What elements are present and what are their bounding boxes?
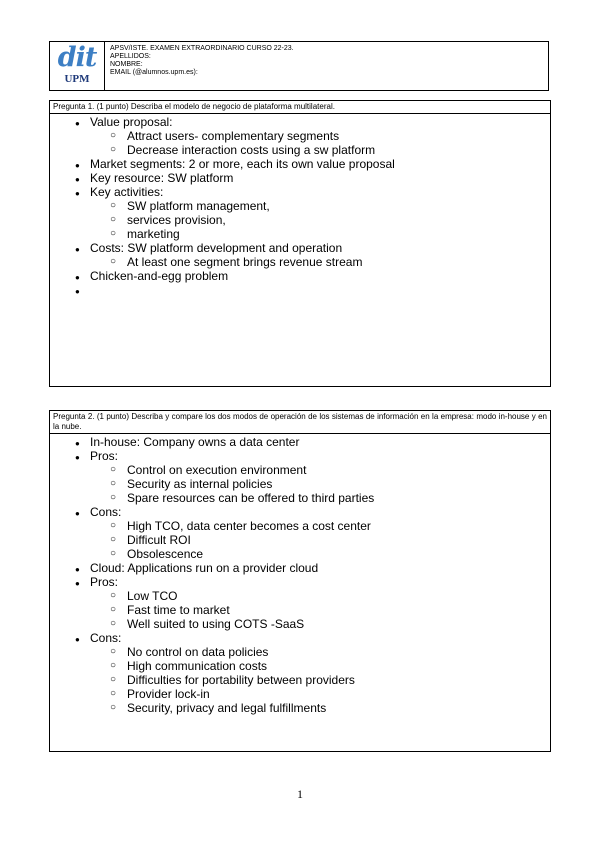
question-2-title: Pregunta 2. (1 punto) Describa y compare los dos modos de operación de los sistemas de información en la empresa: modo in-house y en la nube. [50, 411, 550, 434]
list-item [50, 255, 550, 269]
list-item-text: Difficulties for portability between providers [127, 673, 355, 687]
bullet-icon: ● [75, 287, 80, 296]
list-item [50, 533, 550, 547]
sub-bullet-icon: ○ [110, 478, 117, 489]
sub-bullet-icon: ○ [110, 520, 117, 531]
name-field: NOMBRE: [110, 61, 143, 68]
list-item-text: Chicken-and-egg problem [90, 269, 229, 283]
list-item [50, 449, 550, 463]
list-item [50, 283, 550, 297]
list-item [50, 143, 550, 157]
list-item-text: Cons: [90, 631, 122, 645]
list-item [50, 645, 550, 659]
bullet-icon: ● [75, 245, 80, 254]
sub-bullet-icon: ○ [110, 646, 117, 657]
sub-bullet-icon: ○ [110, 144, 117, 155]
logo-dit-text: dit [57, 42, 97, 73]
bullet-icon: ● [75, 439, 80, 448]
course-line: APSV/ISTE. EXAMEN EXTRAORDINARIO CURSO 22-23. [110, 45, 294, 52]
bullet-icon: ● [75, 635, 80, 644]
list-item-text: In-house: Company owns a data center [90, 435, 300, 449]
bullet-icon: ● [75, 119, 80, 128]
list-item-text: Security, privacy and legal fulfillments [127, 701, 327, 715]
sub-bullet-icon: ○ [110, 590, 117, 601]
list-item-text: Provider lock-in [127, 687, 210, 701]
list-item-text: Pros: [90, 449, 119, 463]
list-item-text: At least one segment brings revenue stream [127, 255, 363, 269]
bullet-icon: ● [75, 565, 80, 574]
list-item-text: Obsolescence [127, 547, 204, 561]
sub-bullet-icon: ○ [110, 228, 117, 239]
list-item-text: Spare resources can be offered to third parties [127, 491, 375, 505]
question-1-box [49, 100, 551, 387]
list-item [50, 185, 550, 199]
question-1-title: Pregunta 1. (1 punto) Describa el modelo de negocio de plataforma multilateral. [50, 101, 550, 114]
list-item-text: Attract users- complementary segments [127, 129, 340, 143]
list-item [50, 129, 550, 143]
list-item-text: Well suited to using COTS -SaaS [127, 617, 305, 631]
surname-field: APELLIDOS: [110, 53, 151, 60]
list-item-text: High TCO, data center becomes a cost center [127, 519, 371, 533]
list-item [50, 659, 550, 673]
sub-bullet-icon: ○ [110, 130, 117, 141]
list-item [50, 477, 550, 491]
bullet-icon: ● [75, 509, 80, 518]
sub-bullet-icon: ○ [110, 702, 117, 713]
list-item [50, 561, 550, 575]
list-item [50, 227, 550, 241]
bullet-icon: ● [75, 273, 80, 282]
list-item-text: Security as internal policies [127, 477, 273, 491]
list-item [50, 213, 550, 227]
list-item [50, 617, 550, 631]
list-item [50, 157, 550, 171]
list-item [50, 491, 550, 505]
bullet-icon: ● [75, 453, 80, 462]
list-item-text: services provision, [127, 213, 226, 227]
email-field: EMAIL (@alumnos.upm.es): [110, 69, 198, 76]
list-item [50, 199, 550, 213]
list-item [50, 575, 550, 589]
sub-bullet-icon: ○ [110, 660, 117, 671]
list-item [50, 171, 550, 185]
list-item-text: Difficult ROI [127, 533, 191, 547]
bullet-icon: ● [75, 175, 80, 184]
logo-upm-text: UPM [64, 73, 90, 85]
list-item-text: Cons: [90, 505, 122, 519]
sub-bullet-icon: ○ [110, 200, 117, 211]
list-item [50, 463, 550, 477]
sub-bullet-icon: ○ [110, 674, 117, 685]
list-item-text: Market segments: 2 or more, each its own value proposal [90, 157, 395, 171]
list-item-text: SW platform management, [127, 199, 270, 213]
list-item-text: Costs: SW platform development and operation [90, 241, 343, 255]
sub-bullet-icon: ○ [110, 256, 117, 267]
question-2-box [49, 410, 551, 752]
list-item [50, 519, 550, 533]
list-item-text: Cloud: Applications run on a provider cloud [90, 561, 319, 575]
exam-header [49, 41, 549, 91]
list-item-text: Key resource: SW platform [90, 171, 234, 185]
list-item [50, 589, 550, 603]
list-item [50, 505, 550, 519]
list-item [50, 673, 550, 687]
list-item [50, 701, 550, 715]
bullet-icon: ● [75, 579, 80, 588]
list-item [50, 687, 550, 701]
list-item-text: Control on execution environment [127, 463, 307, 477]
sub-bullet-icon: ○ [110, 464, 117, 475]
list-item [50, 603, 550, 617]
list-item-text: Low TCO [127, 589, 178, 603]
list-item [50, 115, 550, 129]
page-number: 1 [297, 787, 303, 801]
sub-bullet-icon: ○ [110, 534, 117, 545]
sub-bullet-icon: ○ [110, 548, 117, 559]
list-item-text: marketing [127, 227, 180, 241]
question-2-answer [50, 434, 550, 715]
list-item [50, 547, 550, 561]
list-item-text: Key activities: [90, 185, 164, 199]
list-item-text: No control on data policies [127, 645, 269, 659]
dit-upm-logo [50, 42, 105, 90]
sub-bullet-icon: ○ [110, 214, 117, 225]
bullet-icon: ● [75, 189, 80, 198]
list-item-text: Pros: [90, 575, 119, 589]
list-item [50, 269, 550, 283]
question-1-answer [50, 114, 550, 297]
sub-bullet-icon: ○ [110, 604, 117, 615]
list-item-text: Value proposal: [90, 115, 173, 129]
sub-bullet-icon: ○ [110, 492, 117, 503]
header-info [110, 45, 294, 77]
sub-bullet-icon: ○ [110, 688, 117, 699]
list-item-text: High communication costs [127, 659, 268, 673]
list-item [50, 241, 550, 255]
list-item [50, 631, 550, 645]
list-item-text: Decrease interaction costs using a sw platform [127, 143, 376, 157]
list-item [50, 435, 550, 449]
list-item-text: Fast time to market [127, 603, 230, 617]
sub-bullet-icon: ○ [110, 618, 117, 629]
bullet-icon: ● [75, 161, 80, 170]
